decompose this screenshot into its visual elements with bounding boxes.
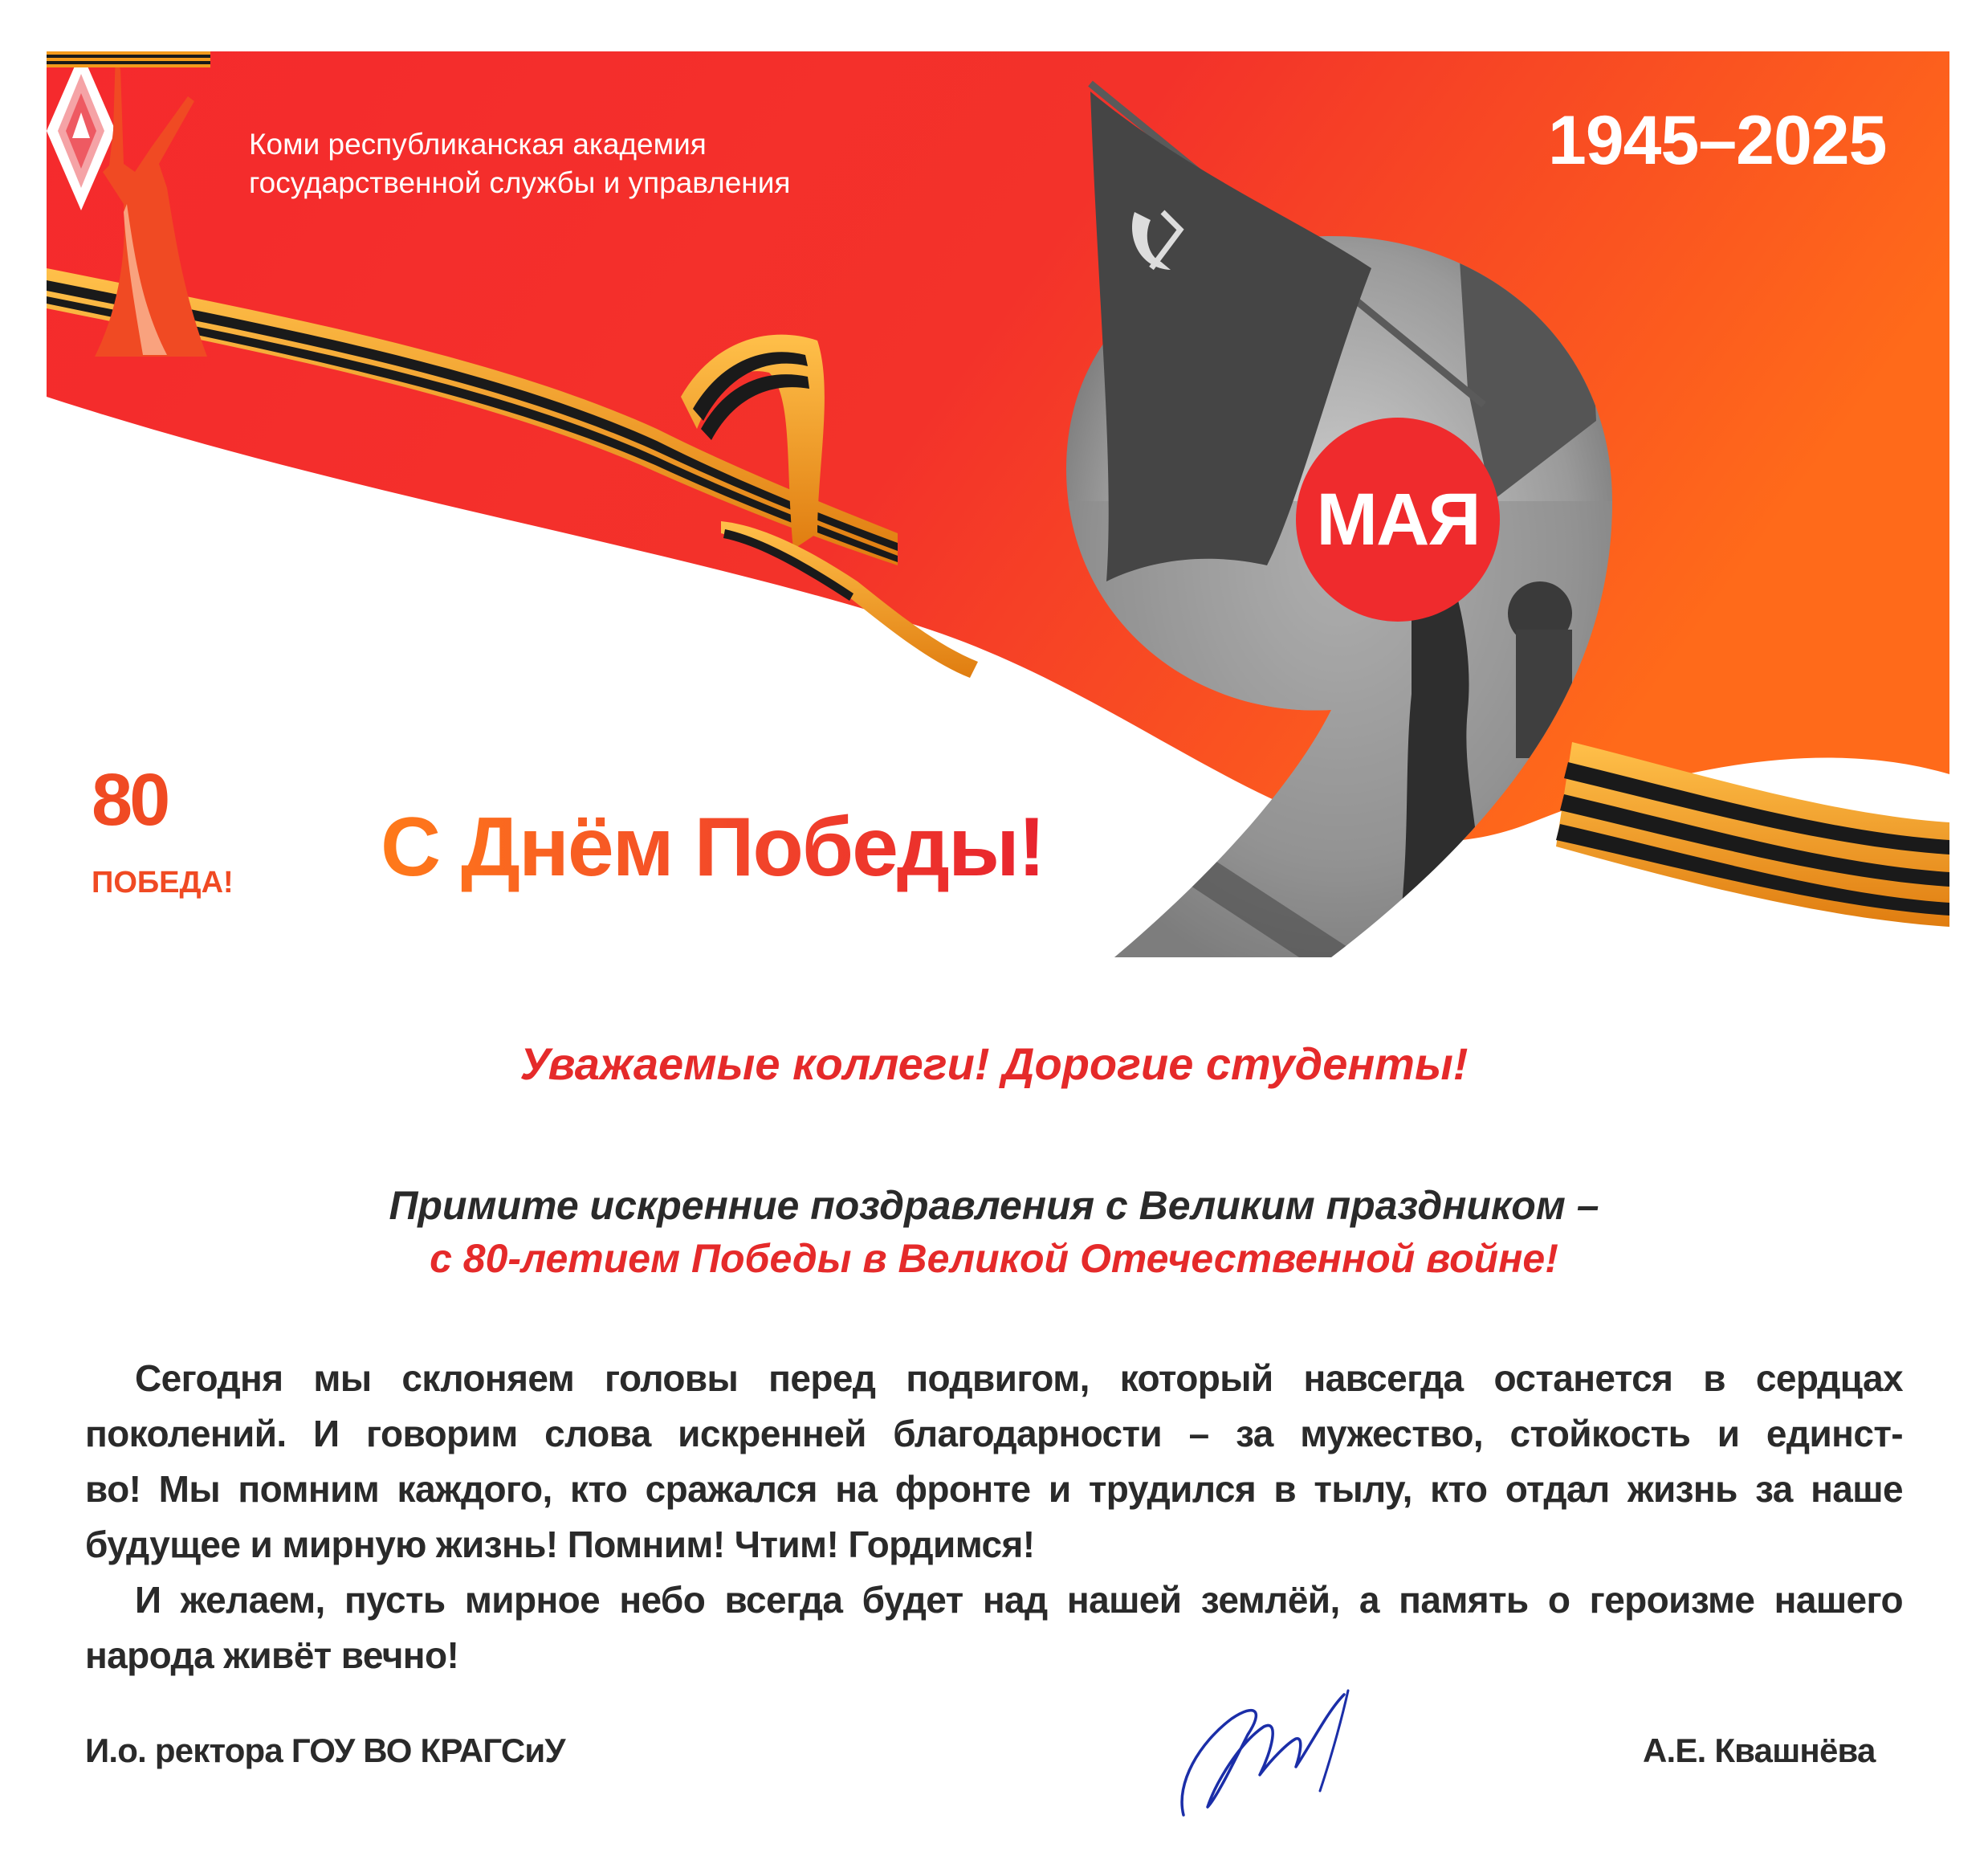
paragraph-line: Сегодня мы склоняем головы перед подвигом, который навсегда останется в сердцах xyxy=(135,1357,1903,1399)
paragraph-line: И желаем, пусть мирное небо всегда будет над нашей землёй, а память о героизме нашего xyxy=(135,1579,1903,1621)
signatory-title: И.о. ректора ГОУ ВО КРАГСиУ xyxy=(85,1732,565,1769)
may-badge xyxy=(1296,418,1500,622)
paragraph-line: народа живёт вечно! xyxy=(85,1634,459,1676)
handwritten-signature xyxy=(1167,1678,1384,1823)
may-badge-label: МАЯ xyxy=(1316,478,1480,561)
academy-name-line1: Коми республиканская академия xyxy=(249,128,707,161)
emblem-victory-word: ПОБЕДА! xyxy=(92,866,234,899)
banner-title: С Днём Победы! xyxy=(381,801,1045,894)
st-george-ribbon-right xyxy=(1556,742,1949,927)
letter-body xyxy=(85,1351,1903,1683)
signer-name: А.Е. Квашнёва xyxy=(1643,1732,1876,1769)
congrats-line2: с 80-летием Победы в Великой Отечественной войне! xyxy=(430,1236,1558,1281)
emblem-ribbon-stripes xyxy=(47,51,210,67)
paragraph-line: будущее и мирную жизнь! Помним! Чтим! Гордимся! xyxy=(85,1523,1035,1565)
academy-name-line2: государственной службы и управления xyxy=(249,166,791,199)
paragraph-line: во! Мы помним каждого, кто сражался на фронте и трудился в тылу, кто отдал жизнь за наше xyxy=(85,1468,1903,1510)
congrats-line1: Примите искренние поздравления с Великим праздником – xyxy=(389,1183,1599,1228)
letter-greeting: Уважаемые коллеги! Дорогие студенты! xyxy=(519,1038,1469,1089)
paragraph-line: поколений. И говорим слова искренней благодарности – за мужество, стойкость и единст- xyxy=(85,1413,1903,1454)
greeting-banner xyxy=(47,51,1949,957)
anniversary-years: 1945–2025 xyxy=(1548,102,1887,179)
motherland-statue-icon xyxy=(47,51,223,418)
emblem-80-number: 80 xyxy=(92,759,168,841)
letter-congratulation xyxy=(0,1179,1988,1285)
academy-name xyxy=(249,125,790,202)
